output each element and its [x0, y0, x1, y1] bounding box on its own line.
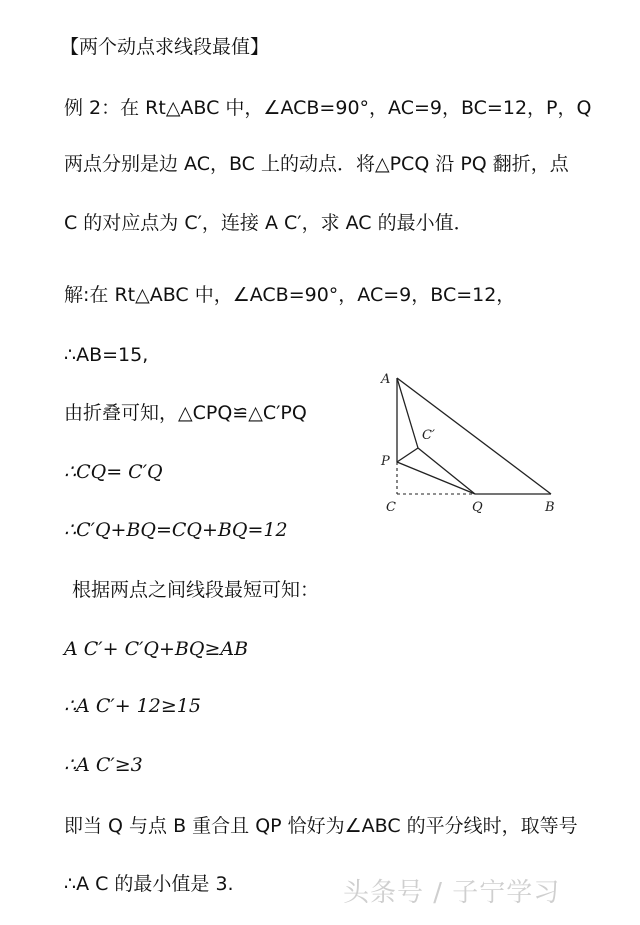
label-cprime: C′	[422, 428, 435, 443]
triangle-figure	[370, 365, 570, 515]
label-a: A	[381, 372, 391, 387]
problem-line-3: C 的对应点为 C′，连接 A C′，求 AC 的最小值．	[64, 212, 473, 234]
label-c: C	[386, 500, 396, 515]
segment-pq	[397, 462, 475, 494]
solution-line-1: 解:在 Rt△ABC 中，∠ACB=90°，AC=9，BC=12，	[64, 284, 516, 306]
segment-ab	[397, 378, 551, 494]
solution-line-2: ∴AB=15,	[64, 344, 149, 366]
section-title: 【两个动点求线段最值】	[60, 36, 270, 58]
solution-line-10: 即当 Q 与点 B 重合且 QP 恰好为∠ABC 的平分线时，取等号	[64, 815, 578, 837]
solution-line-9: ∴A C′≥3	[64, 754, 143, 776]
solution-line-6: 根据两点之间线段最短可知：	[72, 579, 320, 601]
solution-line-8: ∴A C′+ 12≥15	[64, 695, 201, 717]
solution-line-3: 由折叠可知，△CPQ≌△C′PQ	[64, 402, 307, 424]
solution-line-7: A C′+ C′Q+BQ≥AB	[64, 638, 249, 660]
watermark: 头条号 / 子宁学习	[343, 878, 561, 908]
solution-line-5: ∴C′Q+BQ=CQ+BQ=12	[64, 519, 288, 541]
label-q: Q	[472, 500, 483, 515]
problem-line-1: 例 2：在 Rt△ABC 中，∠ACB=90°，AC=9，BC=12，P，Q	[64, 97, 592, 119]
label-p: P	[381, 454, 390, 469]
segment-cprimeq	[418, 448, 475, 494]
triangle-diagram	[370, 365, 570, 515]
segment-acprime	[397, 378, 418, 448]
problem-line-2: 两点分别是边 AC，BC 上的动点．将△PCQ 沿 PQ 翻折，点	[64, 153, 569, 175]
segment-pcprime	[397, 448, 418, 462]
solution-line-4: ∴CQ= C′Q	[64, 461, 163, 483]
label-b: B	[545, 500, 555, 515]
solution-line-11: ∴A C 的最小值是 3.	[64, 873, 234, 895]
